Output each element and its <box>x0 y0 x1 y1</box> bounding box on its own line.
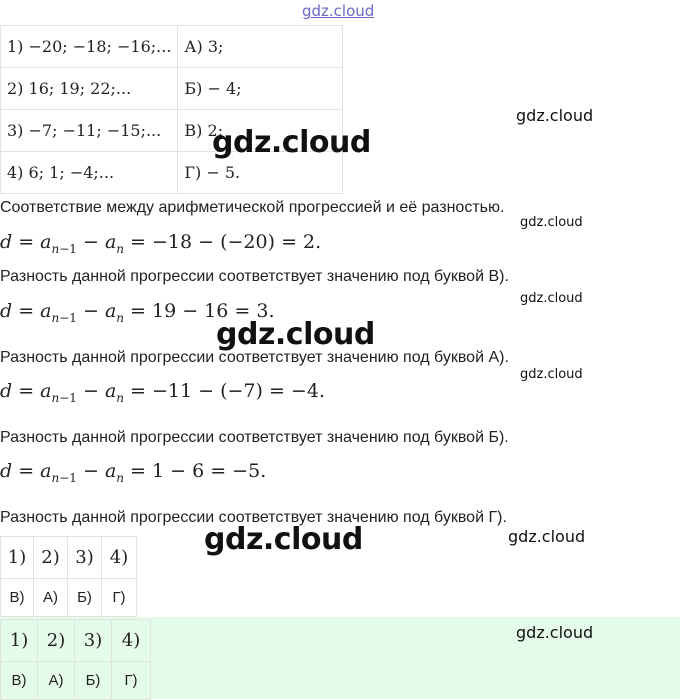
answer-number: 3) <box>68 537 102 579</box>
watermark: gdz.cloud <box>520 215 583 230</box>
answer-number: 2) <box>34 537 68 579</box>
sequence-cell: 1) −20; −18; −16;... <box>1 26 178 68</box>
formula-4: $d = a_{n-1} - a_n = 1 - 6 = -5$. <box>0 460 267 485</box>
sequence-cell: 3) −7; −11; −15;... <box>1 110 178 152</box>
answer-number-row <box>1 537 137 579</box>
answer-letter: Г) <box>112 662 151 700</box>
watermark: gdz.cloud <box>516 106 594 125</box>
answer-letter: Б) <box>75 662 112 700</box>
formula-rhs: = 1 − 6 = −5. <box>130 460 267 482</box>
sequence-cell: 2) 16; 19; 22;... <box>1 68 178 110</box>
answer-letter: А) <box>38 662 75 700</box>
table-row <box>1 68 343 110</box>
conclusion-2: Разность данной прогрессии соответствует значению под буквой А). <box>0 349 509 366</box>
option-cell: Б) − 4; <box>178 68 343 110</box>
conclusion-4: Разность данной прогрессии соответствует значению под буквой Г). <box>0 509 507 526</box>
answer-table <box>0 536 137 617</box>
answer-letter-row <box>1 579 137 617</box>
watermark: gdz.cloud <box>204 522 363 557</box>
watermark: gdz.cloud <box>516 623 594 642</box>
watermark: gdz.cloud <box>216 317 375 352</box>
option-cell: Г) − 5. <box>178 152 343 194</box>
formula-2: $d = a_{n-1} - a_n = 19 - 16 = 3$. <box>0 300 275 325</box>
watermark: gdz.cloud <box>520 291 583 306</box>
option-cell: А) 3; <box>178 26 343 68</box>
answer-letter: Б) <box>68 579 102 617</box>
answer-letter: В) <box>1 662 38 700</box>
answer-letter-row <box>1 662 151 700</box>
formula-1: $d = a_{n-1} - a_n = -18 - (-20) = 2$. <box>0 231 322 256</box>
watermark: gdz.cloud <box>508 527 586 546</box>
answer-letter: В) <box>1 579 34 617</box>
formula-3: $d = a_{n-1} - a_n = -11 - (-7) = -4$. <box>0 380 325 405</box>
answer-letter: А) <box>34 579 68 617</box>
answer-number: 4) <box>112 620 151 662</box>
answer-number: 2) <box>38 620 75 662</box>
watermark: gdz.cloud <box>520 367 583 382</box>
answer-number: 1) <box>1 620 38 662</box>
answer-number: 4) <box>102 537 137 579</box>
table-row <box>1 26 343 68</box>
formula-rhs: = −18 − (−20) = 2. <box>130 231 322 253</box>
formula-rhs: = 19 − 16 = 3. <box>130 300 275 322</box>
task-matching-table <box>0 25 343 194</box>
option-cell: В) 2; <box>178 110 343 152</box>
conclusion-3: Разность данной прогрессии соответствует значению под буквой Б). <box>0 429 509 446</box>
answer-number: 3) <box>75 620 112 662</box>
conclusion-1: Разность данной прогрессии соответствует значению под буквой В). <box>0 268 509 285</box>
final-answer-table <box>0 619 151 700</box>
solution-intro: Соответствие между арифметической прогрессией и её разностью. <box>0 199 505 216</box>
watermark: gdz.cloud <box>212 125 371 160</box>
formula-rhs: = −11 − (−7) = −4. <box>130 380 325 402</box>
top-watermark-link[interactable]: gdz.cloud <box>302 2 375 20</box>
answer-letter: Г) <box>102 579 137 617</box>
answer-number-row <box>1 620 151 662</box>
sequence-cell: 4) 6; 1; −4;... <box>1 152 178 194</box>
answer-number: 1) <box>1 537 34 579</box>
